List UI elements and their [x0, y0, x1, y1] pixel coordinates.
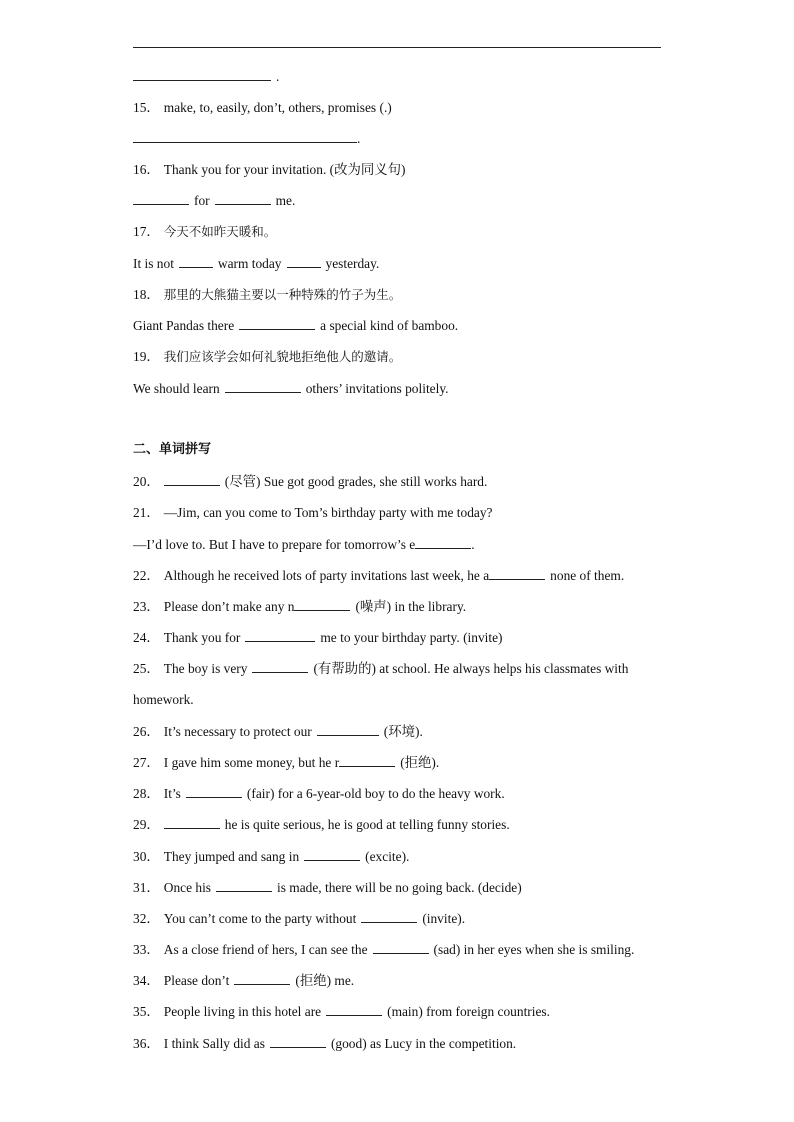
answer-blank[interactable] — [133, 192, 189, 205]
question-16 — [133, 161, 406, 179]
sentence-fragment: (fair) for a 6-year-old boy to do the heavy work. — [246, 786, 505, 801]
sentence-fragment: homework. — [133, 692, 194, 707]
question-number: 19． — [133, 349, 160, 364]
chinese-prompt: 我们应该学会如何礼貌地拒绝他人的邀请。 — [163, 349, 402, 364]
sentence-fragment: none of them. — [550, 568, 625, 583]
chinese-prompt: 今天不如昨天暖和。 — [163, 224, 277, 239]
sentence-fragment: Giant Pandas there — [133, 318, 235, 333]
answer-blank[interactable] — [164, 473, 220, 486]
question-number: 16． — [133, 162, 160, 177]
question-30 — [133, 848, 409, 866]
answer-blank[interactable] — [415, 536, 471, 549]
answer-blank[interactable] — [294, 598, 350, 611]
sentence-fragment: Once his — [163, 880, 212, 895]
question-25-continued — [133, 691, 194, 709]
sentence-fragment: others’ invitations politely. — [305, 381, 449, 396]
answer-blank[interactable] — [317, 723, 379, 736]
answer-blank[interactable] — [234, 972, 290, 985]
answer-blank[interactable] — [239, 317, 315, 330]
question-number: 18． — [133, 287, 160, 302]
question-33 — [133, 941, 634, 959]
answer-line-19 — [133, 380, 449, 398]
sentence-fragment: (拒绝) me. — [295, 973, 355, 988]
question-29 — [133, 816, 510, 834]
answer-blank[interactable] — [326, 1003, 382, 1016]
question-number: 34． — [133, 973, 160, 988]
answer-line-18 — [133, 317, 458, 335]
sentence-fragment: (噪声) in the library. — [355, 599, 467, 614]
sentence-fragment: me. — [275, 193, 296, 208]
sentence-fragment: As a close friend of hers, I can see the — [163, 942, 368, 957]
answer-blank[interactable] — [287, 255, 321, 268]
answer-line-16 — [133, 192, 295, 210]
answer-blank[interactable] — [215, 192, 271, 205]
line-end-dot: . — [357, 131, 361, 146]
answer-blank[interactable] — [216, 879, 272, 892]
sentence-fragment: (excite). — [365, 849, 410, 864]
answer-blank[interactable] — [373, 941, 429, 954]
sentence-fragment: (sad) in her eyes when she is smiling. — [433, 942, 635, 957]
sentence-fragment: a special kind of bamboo. — [320, 318, 459, 333]
sentence-fragment: he is quite serious, he is good at telling funny stories. — [224, 817, 510, 832]
sentence-fragment: You can’t come to the party without — [163, 911, 357, 926]
sentence-fragment: They jumped and sang in — [163, 849, 300, 864]
question-27 — [133, 754, 439, 772]
sentence-fragment: yesterday. — [325, 256, 380, 271]
question-35 — [133, 1003, 550, 1021]
sentence-fragment: The boy is very — [163, 661, 248, 676]
question-number: 29． — [133, 817, 160, 832]
question-17 — [133, 223, 276, 241]
question-number: 27． — [133, 755, 160, 770]
answer-blank[interactable] — [186, 785, 242, 798]
sentence-fragment: warm today — [217, 256, 282, 271]
sentence-fragment: It is not — [133, 256, 174, 271]
question-31 — [133, 879, 522, 897]
sentence-fragment: People living in this hotel are — [163, 1004, 322, 1019]
answer-line-14 — [133, 68, 279, 86]
answer-line-top — [133, 47, 661, 48]
sentence-fragment: (invite). — [422, 911, 466, 926]
sentence-fragment: It’s — [163, 786, 181, 801]
answer-blank[interactable] — [133, 130, 357, 143]
sentence-fragment: Please don’t make any n — [163, 599, 295, 614]
answer-blank[interactable] — [361, 910, 417, 923]
question-number: 23． — [133, 599, 160, 614]
question-26 — [133, 723, 423, 741]
answer-line-17 — [133, 255, 379, 273]
question-number: 26． — [133, 724, 160, 739]
answer-blank[interactable] — [304, 848, 360, 861]
question-number: 31． — [133, 880, 160, 895]
question-number: 24． — [133, 630, 160, 645]
sentence-fragment: (尽管) Sue got good grades, she still works hard. — [224, 474, 488, 489]
sentence-fragment: Thank you for — [163, 630, 241, 645]
question-21 — [133, 504, 492, 522]
line-end-dot: . — [276, 69, 280, 84]
question-20 — [133, 473, 487, 491]
question-22 — [133, 567, 624, 585]
question-number: 36． — [133, 1036, 160, 1051]
answer-blank[interactable] — [179, 255, 213, 268]
section-heading: 二、单词拼写 — [133, 442, 212, 457]
answer-blank[interactable] — [164, 816, 220, 829]
question-number: 22． — [133, 568, 160, 583]
sentence-fragment: . — [471, 537, 475, 552]
question-15 — [133, 99, 392, 117]
question-21-reply — [133, 536, 475, 554]
answer-blank[interactable] — [252, 660, 308, 673]
question-36 — [133, 1035, 516, 1053]
question-number: 35． — [133, 1004, 160, 1019]
answer-line-15 — [133, 130, 360, 148]
sentence-fragment: —I’d love to. But I have to prepare for tomorrow’s e — [133, 537, 416, 552]
sentence-fragment: (good) as Lucy in the competition. — [330, 1036, 517, 1051]
sentence-fragment: I think Sally did as — [163, 1036, 265, 1051]
question-number: 32． — [133, 911, 160, 926]
question-18 — [133, 286, 401, 304]
sentence-fragment: for — [194, 193, 210, 208]
sentence-fragment: Please don’t — [163, 973, 230, 988]
sentence-fragment: It’s necessary to protect our — [163, 724, 312, 739]
chinese-prompt: 那里的大熊猫主要以一种特殊的竹子为生。 — [163, 287, 402, 302]
question-text: Thank you for your invitation. (改为同义句) — [163, 162, 406, 177]
question-number: 21． — [133, 505, 160, 520]
sentence-fragment: (拒绝). — [400, 755, 440, 770]
question-number: 25． — [133, 661, 160, 676]
sentence-fragment: (有帮助的) at school. He always helps his classmates with — [313, 661, 629, 676]
question-number: 33． — [133, 942, 160, 957]
answer-blank[interactable] — [133, 68, 271, 81]
question-text: make, to, easily, don’t, others, promises (.) — [163, 100, 392, 115]
question-34 — [133, 972, 354, 990]
answer-blank[interactable] — [339, 754, 395, 767]
sentence-fragment: Although he received lots of party invitations last week, he a — [163, 568, 490, 583]
question-number: 28． — [133, 786, 160, 801]
sentence-fragment: (main) from foreign countries. — [387, 1004, 550, 1019]
question-28 — [133, 785, 505, 803]
question-32 — [133, 910, 465, 928]
sentence-fragment: me to your birthday party. (invite) — [320, 630, 503, 645]
answer-blank[interactable] — [245, 629, 315, 642]
answer-blank[interactable] — [225, 380, 301, 393]
question-25 — [133, 660, 628, 678]
answer-blank[interactable] — [489, 567, 545, 580]
sentence-fragment: (环境). — [383, 724, 423, 739]
sentence-fragment: is made, there will be no going back. (decide) — [277, 880, 522, 895]
question-number: 20． — [133, 474, 160, 489]
sentence-fragment: —Jim, can you come to Tom’s birthday party with me today? — [163, 505, 493, 520]
sentence-fragment: I gave him some money, but he r — [163, 755, 340, 770]
answer-blank[interactable] — [270, 1035, 326, 1048]
question-number: 15． — [133, 100, 160, 115]
question-23 — [133, 598, 466, 616]
sentence-fragment: We should learn — [133, 381, 220, 396]
question-number: 30． — [133, 849, 160, 864]
question-19 — [133, 348, 401, 366]
question-24 — [133, 629, 502, 647]
question-number: 17． — [133, 224, 160, 239]
